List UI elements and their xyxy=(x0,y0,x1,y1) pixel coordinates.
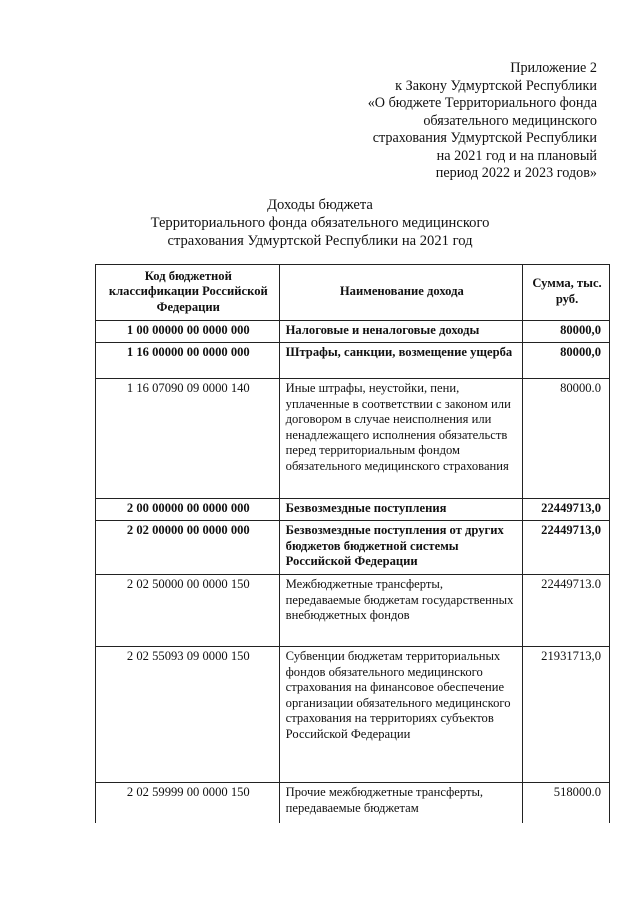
appendix-line: к Закону Удмуртской Республики xyxy=(395,77,597,94)
table-row xyxy=(96,575,610,647)
document-title xyxy=(0,196,640,250)
appendix-line: «О бюджете Территориального фонда xyxy=(367,95,597,111)
table-row xyxy=(96,521,610,575)
header-name: Наименование дохода xyxy=(279,265,522,321)
appendix-line: обязательного медицинского xyxy=(423,112,597,129)
appendix-header xyxy=(297,60,597,183)
cell-name: Налоговые и неналоговые доходы xyxy=(279,321,522,343)
revenue-table xyxy=(95,264,610,823)
table-row xyxy=(96,343,610,379)
cell-sum: 80000.0 xyxy=(523,379,610,499)
table-row xyxy=(96,783,610,823)
cell-sum: 80000,0 xyxy=(523,321,610,343)
cell-sum: 80000,0 xyxy=(523,343,610,379)
table-row xyxy=(96,499,610,521)
cell-code: 1 16 07090 09 0000 140 xyxy=(96,379,280,499)
table-row xyxy=(96,379,610,499)
cell-name: Иные штрафы, неустойки, пени, уплаченные в соответствии с законом или договором в случае неисполнения или ненадлежащего исполнения обязательств перед территориальным фондом обязательного медицинского страхования xyxy=(279,379,522,499)
table-body xyxy=(96,321,610,823)
appendix-line: Приложение 2 xyxy=(510,60,597,76)
appendix-line: на 2021 год и на плановый xyxy=(436,147,597,164)
cell-sum: 518000.0 xyxy=(523,783,610,823)
cell-sum: 22449713,0 xyxy=(523,521,610,575)
table-row xyxy=(96,321,610,343)
cell-code: 1 00 00000 00 0000 000 xyxy=(96,321,280,343)
title-line: Территориального фонда обязательного медицинского xyxy=(150,215,490,231)
cell-sum: 21931713,0 xyxy=(523,647,610,783)
cell-name: Безвозмездные поступления от других бюджетов бюджетной системы Российской Федерации xyxy=(279,521,522,575)
cell-sum: 22449713,0 xyxy=(523,499,610,521)
header-sum: Сумма, тыс. руб. xyxy=(523,265,610,321)
title-line: Доходы бюджета xyxy=(267,197,373,213)
appendix-line: период 2022 и 2023 годов» xyxy=(435,165,597,181)
cell-code: 2 02 50000 00 0000 150 xyxy=(96,575,280,647)
cell-code: 1 16 00000 00 0000 000 xyxy=(96,343,280,379)
table-row xyxy=(96,647,610,783)
header-code: Код бюджетной классификации Российской Федерации xyxy=(96,265,280,321)
cell-name: Прочие межбюджетные трансферты, передаваемые бюджетам xyxy=(279,783,522,823)
title-line: страхования Удмуртской Республики на 2021 год xyxy=(167,233,473,249)
cell-name: Субвенции бюджетам территориальных фондов обязательного медицинского страхования на финансовое обеспечение организации обязательного медицинского страхования на территориях субъектов Российской Федерации xyxy=(279,647,522,783)
cell-sum: 22449713.0 xyxy=(523,575,610,647)
cell-name: Безвозмездные поступления xyxy=(279,499,522,521)
cell-code: 2 02 00000 00 0000 000 xyxy=(96,521,280,575)
cell-code: 2 02 59999 00 0000 150 xyxy=(96,783,280,823)
cell-code: 2 02 55093 09 0000 150 xyxy=(96,647,280,783)
cell-code: 2 00 00000 00 0000 000 xyxy=(96,499,280,521)
cell-name: Межбюджетные трансферты, передаваемые бюджетам государственных внебюджетных фондов xyxy=(279,575,522,647)
cell-name: Штрафы, санкции, возмещение ущерба xyxy=(279,343,522,379)
table-header-row xyxy=(96,265,610,321)
appendix-line: страхования Удмуртской Республики xyxy=(372,130,597,146)
